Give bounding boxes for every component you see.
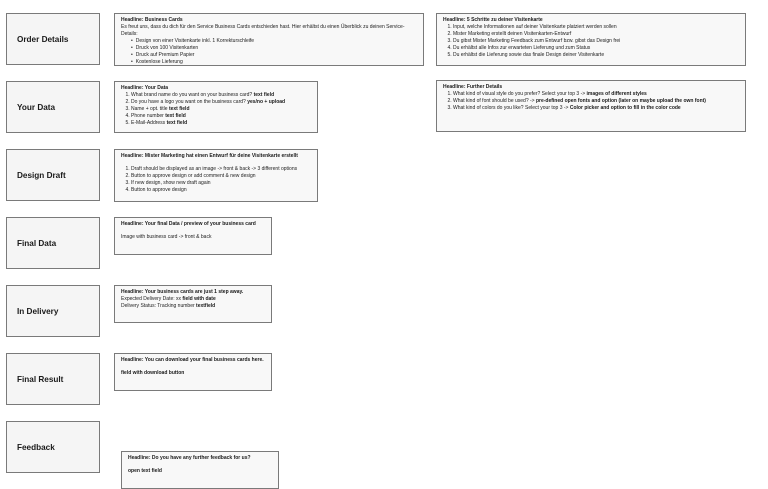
stage-order-details (6, 13, 100, 65)
stage-in-delivery (6, 285, 100, 337)
stage-final-data (6, 217, 100, 269)
delivery-status-line: Delivery Status: Tracking number textfield (121, 303, 216, 310)
list-item: 1. Input, welche Informationen auf deiner Visitenkarte platziert werden sollen (453, 24, 739, 31)
note-final-data (114, 217, 272, 255)
note-body: open text field (128, 468, 162, 475)
note-headline: Headline: Your business cards are just 1 step away. (121, 289, 244, 295)
list-item: 3. If new design, show new draft again (131, 180, 311, 187)
list-item: 4. Du erhältst alle Infos zur erwarteten Lieferung und zum Status (453, 45, 739, 52)
data-fields-list (121, 92, 311, 127)
list-item: 1. What brand name do you want on your business card? text field (131, 92, 311, 99)
note-intro: Es freut uns, dass du dich für den Service Business Cards entschieden hast. Hier erhältst du einen Überblick zu deinen Service-Details: (121, 24, 405, 38)
list-item: 5. E-Mail-Address text field (131, 120, 311, 127)
note-headline: Headline: Your Data (121, 85, 169, 91)
list-item: • Design von einer Visitenkarte inkl. 1 Korrekturschleife (137, 38, 417, 45)
list-item: 2. Mister Marketing erstellt deinen Visitenkarten-Entwurf (453, 31, 739, 38)
note-headline: Headline: Mister Marketing hat einen Entwurf für deine Visitenkarte erstellt (121, 153, 298, 159)
list-item: • Kostenlose Lieferung (137, 59, 417, 66)
draft-steps-list (121, 166, 311, 194)
list-item: 2. Do you have a logo you want on the business card? yes/no + upload (131, 99, 311, 106)
details-list (443, 91, 739, 112)
list-item: 4. Button to approve design (131, 187, 311, 194)
note-your-data (114, 81, 318, 133)
stage-label: Final Data (17, 238, 57, 248)
note-five-steps (436, 13, 746, 66)
stage-label: In Delivery (17, 306, 59, 316)
note-in-delivery (114, 285, 272, 323)
list-item: 2. Button to approve design or add comment & new design (131, 173, 311, 180)
list-item: 2. What kind of font should be used? -> pre-defined open fonts and option (later on maybe upload the own font) (453, 98, 739, 105)
stage-label: Your Data (17, 102, 56, 112)
steps-list (443, 24, 739, 59)
stage-final-result (6, 353, 100, 405)
list-item: • Druck auf Premium Papier (137, 52, 417, 59)
list-item: 3. What kind of colors do you like? Select your top 3 -> Color picker and option to fill in the color code (453, 105, 739, 112)
note-final-result (114, 353, 272, 391)
stage-design-draft (6, 149, 100, 201)
service-bullet-list (121, 38, 417, 66)
stage-your-data (6, 81, 100, 133)
note-body: Image with business card -> front & back (121, 234, 212, 241)
delivery-date-line: Expected Delivery Date: xx field with date (121, 296, 216, 303)
stage-label: Feedback (17, 442, 55, 452)
list-item: 1. What kind of visual style do you prefer? Select your top 3 -> images of different styles (453, 91, 739, 98)
list-item: 1. Draft should be displayed as an image -> front & back -> 3 different options (131, 166, 311, 173)
list-item: 3. Name + opt. title text field (131, 106, 311, 113)
note-headline: Headline: Do you have any further feedback for us? (128, 455, 251, 461)
note-design-draft (114, 149, 318, 202)
note-headline: Headline: Business Cards (121, 17, 183, 23)
stage-label: Order Details (17, 34, 69, 44)
note-business-cards (114, 13, 424, 66)
note-body: field with download button (121, 370, 185, 377)
stage-feedback (6, 421, 100, 473)
note-further-details (436, 80, 746, 132)
note-headline: Headline: Your final Data / preview of your business card (121, 221, 256, 227)
list-item: 3. Du gibst Mister Marketing Feedback zum Entwurf bzw. gibst das Design frei (453, 38, 739, 45)
list-item: • Druck von 100 Visitenkarten (137, 45, 417, 52)
note-headline: Headline: 5 Schritte zu deiner Visitenkarte (443, 17, 543, 23)
list-item: 5. Du erhältst die Lieferung sowie das finale Design deiner Visitenkarte (453, 52, 739, 59)
stage-label: Design Draft (17, 170, 66, 180)
list-item: 4. Phone number text field (131, 113, 311, 120)
note-headline: Headline: You can download your final business cards here. (121, 357, 264, 363)
note-feedback (121, 451, 279, 489)
stage-label: Final Result (17, 374, 64, 384)
note-headline: Headline: Further Details (443, 84, 503, 90)
